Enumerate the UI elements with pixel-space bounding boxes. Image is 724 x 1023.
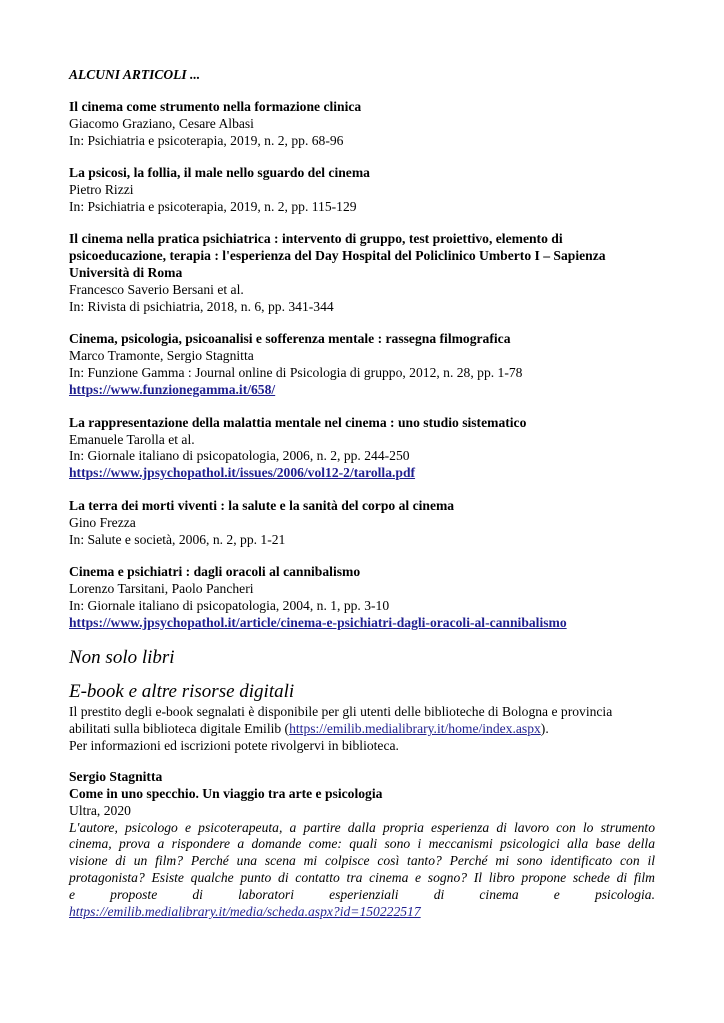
book-description-line: e proposte di laboratori esperienziali di cinema e psicologia. [69,887,655,903]
article-source: In: Giornale italiano di psicopatologia, 2004, n. 1, pp. 3-10 [69,597,390,613]
document-page [69,66,655,921]
intro-line-2 [69,721,655,738]
book-description-line: cinema, prova a rispondere a domande come: quali sono i meccanismi psicologici alla base della [69,836,655,852]
book-description-line: L'autore, psicologo e psicoterapeuta, a partire dalla propria esperienza di lavoro con lo strumento [69,819,655,835]
article-6 [69,498,655,549]
article-source: In: Salute e società, 2006, n. 2, pp. 1-21 [69,531,286,547]
article-5 [69,415,655,483]
book-author: Sergio Stagnitta [69,768,163,784]
intro-text: abilitati sulla biblioteca digitale Emilib ( [69,720,290,736]
article-title: La rappresentazione della malattia mentale nel cinema : uno studio sistematico [69,414,527,430]
ebook-intro [69,704,655,755]
article-title-line: Università di Roma [69,265,183,281]
article-title-line: psicoeducazione, terapia : l'esperienza del Day Hospital del Policlinico Umberto I – Sapienza [69,248,606,264]
article-source: In: Rivista di psichiatria, 2018, n. 6, pp. 341-344 [69,299,334,315]
article-title: Cinema, psicologia, psicoanalisi e sofferenza mentale : rassegna filmografica [69,331,511,347]
article-3 [69,231,655,316]
article-source: In: Giornale italiano di psicopatologia, 2006, n. 2, pp. 244-250 [69,448,410,464]
article-source: In: Psichiatria e psicoterapia, 2019, n. 2, pp. 115-129 [69,199,357,215]
article-authors: Gino Frezza [69,514,136,530]
ebook-heading: E-book e altre risorse digitali [69,681,295,703]
emilib-home-link[interactable]: https://emilib.medialibrary.it/home/index.aspx [289,720,541,736]
article-title-line: Il cinema nella pratica psichiatrica : intervento di gruppo, test proiettivo, elemento di [69,231,563,247]
article-authors: Giacomo Graziano, Cesare Albasi [69,115,254,131]
intro-text: ). [540,720,549,736]
article-authors: Lorenzo Tarsitani, Paolo Pancheri [69,580,254,596]
article-2 [69,165,655,216]
article-link[interactable]: https://www.jpsychopathol.it/article/cinema-e-psichiatri-dagli-oracoli-al-cannibalismo [69,614,567,630]
article-title: Il cinema come strumento nella formazione clinica [69,99,362,114]
book-title: Come in uno specchio. Un viaggio tra arte e psicologia [69,785,383,801]
article-source: In: Psichiatria e psicoterapia, 2019, n. 2, pp. 68-96 [69,132,344,148]
article-authors: Francesco Saverio Bersani et al. [69,282,244,298]
article-4 [69,331,655,399]
section-heading: ALCUNI ARTICOLI ... [69,67,201,82]
article-1 [69,99,655,150]
article-authors: Marco Tramonte, Sergio Stagnitta [69,348,254,364]
article-title: La terra dei morti viventi : la salute e la sanità del corpo al cinema [69,497,455,513]
article-title: Cinema e psichiatri : dagli oracoli al cannibalismo [69,563,361,579]
book-publisher: Ultra, 2020 [69,802,131,818]
article-authors: Pietro Rizzi [69,182,134,198]
book-link[interactable]: https://emilib.medialibrary.it/media/scheda.aspx?id=150222517 [69,904,421,920]
article-authors: Emanuele Tarolla et al. [69,431,195,447]
article-link[interactable]: https://www.jpsychopathol.it/issues/2006/vol12-2/tarolla.pdf [69,465,416,481]
non-solo-libri-heading: Non solo libri [69,647,175,669]
article-source: In: Funzione Gamma : Journal online di Psicologia di gruppo, 2012, n. 28, pp. 1-78 [69,365,523,381]
intro-line-3: Per informazioni ed iscrizioni potete rivolgervi in biblioteca. [69,737,399,753]
article-title: La psicosi, la follia, il male nello sguardo del cinema [69,165,370,181]
book-description-line: protagonista? Esiste qualche punto di contatto tra cinema e sogno? Il libro propone schede di film [69,870,655,886]
book-description-line: visione di un film? Perché una scena mi colpisce così tanto? Perché mi sono identificato con il [69,853,655,869]
book-entry [69,769,655,921]
intro-line-1: Il prestito degli e-book segnalati è disponibile per gli utenti delle biblioteche di Bologna e provincia [69,704,613,720]
article-link[interactable]: https://www.funzionegamma.it/658/ [69,382,276,398]
article-7 [69,564,655,632]
